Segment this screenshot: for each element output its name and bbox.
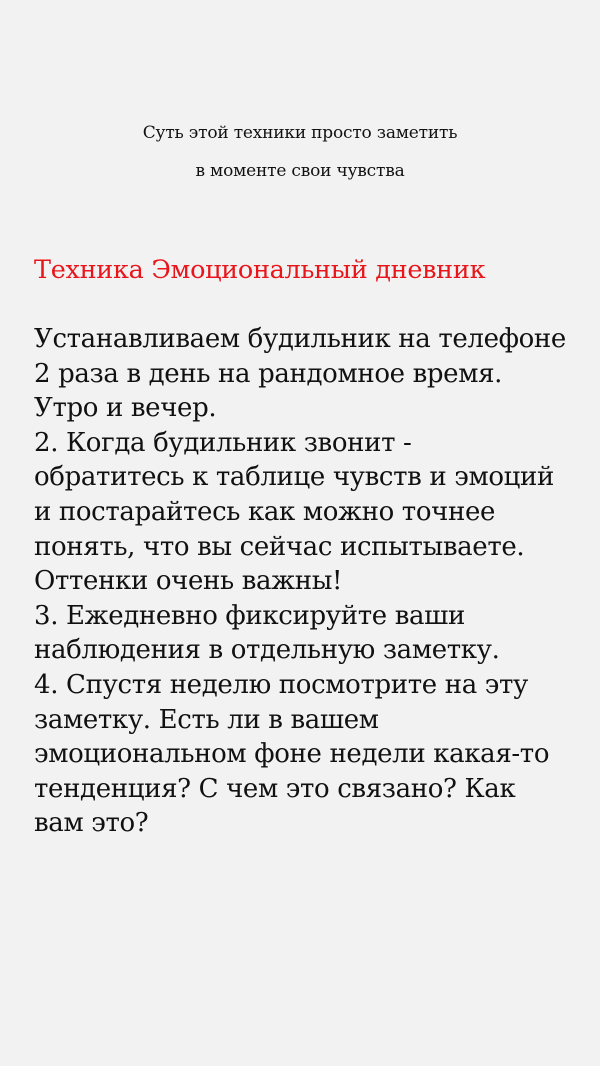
intro-text	[0, 114, 600, 190]
body-line: наблюдения в отдельную заметку.	[34, 635, 500, 666]
body-line: заметку. Есть ли в вашем	[34, 704, 379, 735]
body-line: 3. Ежедневно фиксируйте ваши	[34, 600, 465, 631]
body-line: обратитесь к таблице чувств и эмоций	[34, 462, 554, 493]
body-line: тенденция? С чем это связано? Как	[34, 773, 516, 804]
body-line: Устанавливаем будильник на телефоне	[34, 324, 566, 354]
body-line: эмоциональном фоне недели какая-то	[34, 739, 550, 770]
body-line: 4. Спустя неделю посмотрите на эту	[34, 669, 528, 700]
body-line: вам это?	[34, 808, 149, 839]
intro-line-1: Суть этой техники просто заметить	[142, 123, 458, 143]
body-line: 2 раза в день на рандомное время.	[34, 358, 503, 389]
body-line: 2. Когда будильник звонит -	[34, 427, 412, 458]
body-line: и постарайтесь как можно точнее	[34, 496, 496, 527]
intro-line-2: в моменте свои чувства	[195, 161, 405, 181]
technique-heading: Техника Эмоциональный дневник	[34, 255, 486, 285]
body-line: понять, что вы сейчас испытываете.	[34, 531, 525, 562]
instructions-text	[34, 322, 594, 841]
body-line: Оттенки очень важны!	[34, 566, 343, 597]
body-line: Утро и вечер.	[34, 393, 217, 424]
